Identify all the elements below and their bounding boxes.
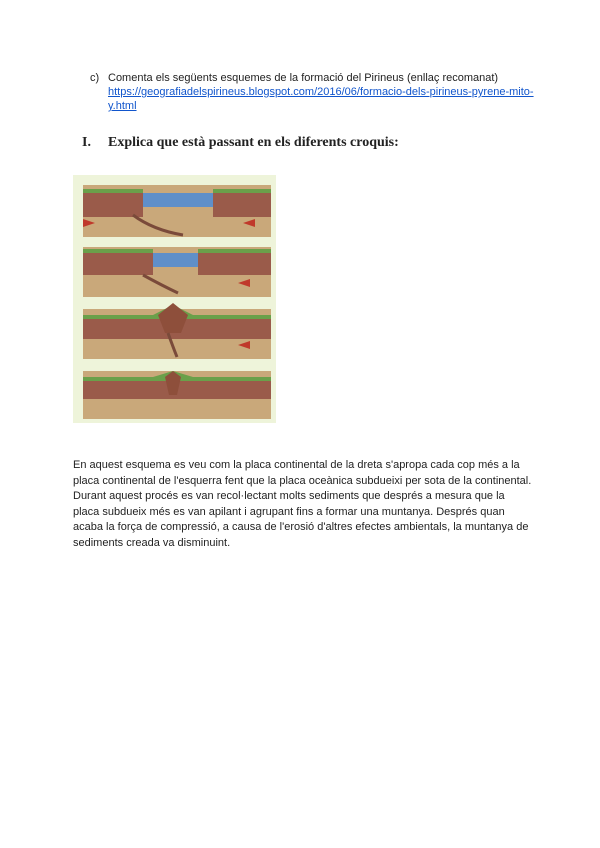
heading-text: Explica que està passant en els diferents croquis: — [108, 135, 399, 150]
answer-paragraph: En aquest esquema es veu com la placa continental de la dreta s'apropa cada cop més a la placa continental de l'esquerra fent que la placa oceànica subdueixi per sota de la continental. Durant aquest procés es van recol·lectant molts sediments que després a mesura que la placa subdueix més es van apilant i agrupant fins a formar una muntanya. Després quan acaba la força de compressió, a causa de l'erosió d'altres efectes ambientals, la muntanya de sediments creada va disminuint. — [73, 459, 532, 549]
heading-number: I. — [82, 135, 91, 150]
section-heading — [82, 135, 399, 151]
instruction-text: Comenta els següents esquemes de la formació del Pirineus (enllaç recomanat) — [108, 72, 499, 84]
pyrenees-formation-diagram — [73, 175, 276, 423]
recommended-link[interactable]: https://geografiadelspirineus.blogspot.com/2016/06/formacio-dels-pirineus-pyrene-mito-y.html — [108, 86, 534, 112]
diagram-illustration — [73, 175, 276, 423]
stage-a — [83, 185, 271, 237]
stage-d — [83, 371, 271, 419]
list-marker: c) — [90, 72, 100, 84]
stage-c — [83, 303, 271, 359]
stage-b — [83, 247, 271, 297]
list-item-c — [90, 71, 540, 113]
